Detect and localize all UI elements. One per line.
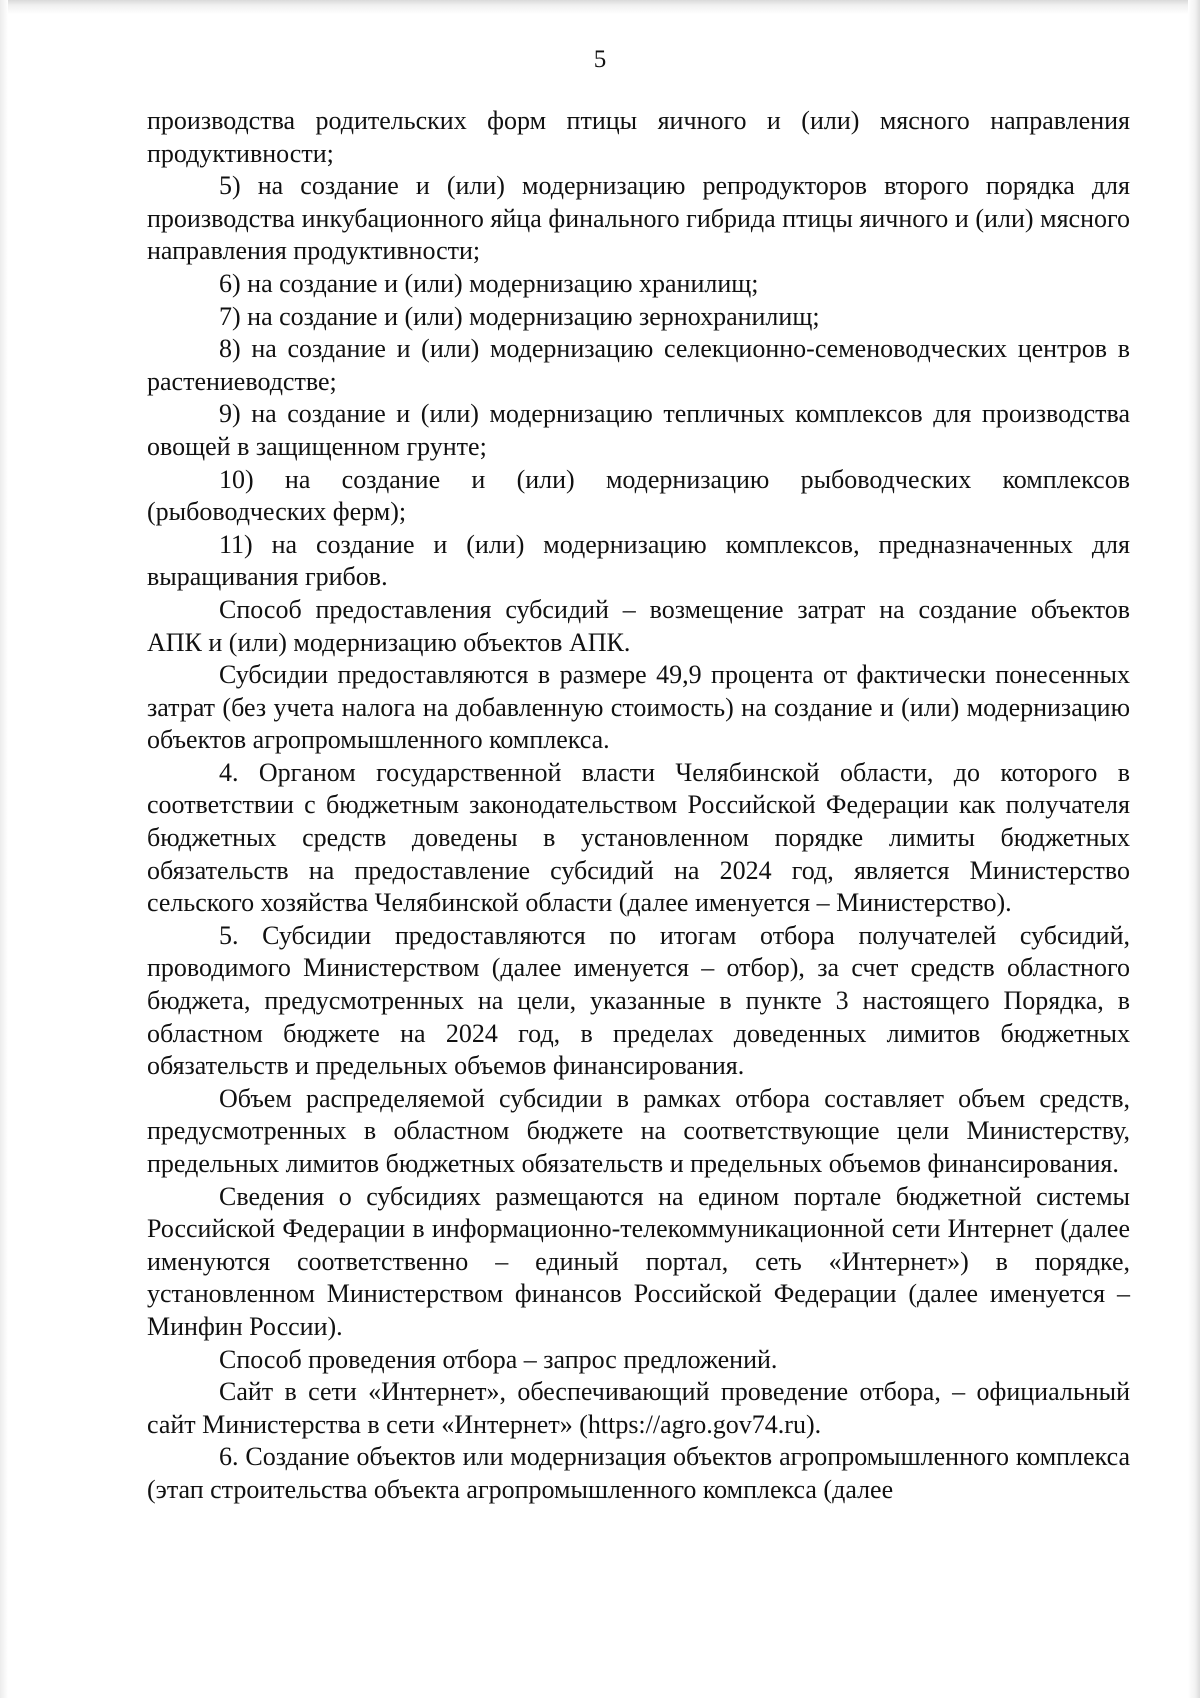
paragraph-subsidy-info: Сведения о субсидиях размещаются на едином портале бюджетной системы Российской Федерации в информационно-телекоммуникационной сети Интернет (далее именуются соответственно – единый портал, сеть «Интернет») в порядке, установленном Министерством финансов Российской Федерации (далее именуется – Минфин России).	[147, 1181, 1130, 1341]
paragraph-subsidy-method: Способ предоставления субсидий – возмещение затрат на создание объектов АПК и (или) модернизацию объектов АПК.	[147, 594, 1130, 657]
scan-edge-left	[0, 0, 8, 1698]
paragraph-item-7: 7) на создание и (или) модернизацию зернохранилищ;	[219, 301, 820, 331]
paragraph-item-10: 10) на создание и (или) модернизацию рыбоводческих комплексов (рыбоводческих ферм);	[147, 464, 1130, 527]
paragraph-item-11: 11) на создание и (или) модернизацию комплексов, предназначенных для выращивания грибов.	[147, 529, 1130, 592]
document-body	[147, 105, 1130, 1507]
paragraph-continuation: производства родительских форм птицы яичного и (или) мясного направления продуктивности;	[147, 106, 1130, 168]
paragraph-subsidy-volume: Объем распределяемой субсидии в рамках отбора составляет объем средств, предусмотренных в областном бюджете на соответствующие цели Министерству, предельных лимитов бюджетных обязательств и предельных объемов финансирования.	[147, 1083, 1130, 1178]
scan-edge-top	[0, 0, 1200, 14]
scan-edge-right	[1188, 0, 1200, 1698]
paragraph-item-8: 8) на создание и (или) модернизацию селекционно-семеноводческих центров в растениеводстве;	[147, 334, 1130, 396]
paragraph-selection-site: Сайт в сети «Интернет», обеспечивающий проведение отбора, – официальный сайт Министерства в сети «Интернет» (https://agro.gov74.ru).	[147, 1377, 1130, 1439]
page-number: 5	[593, 46, 607, 73]
paragraph-selection-method: Способ проведения отбора – запрос предложений.	[219, 1344, 778, 1374]
paragraph-section-5: 5. Субсидии предоставляются по итогам отбора получателей субсидий, проводимого Министерством (далее именуется – отбор), за счет средств областного бюджета, предусмотренных на цели, указанные в пункте 3 настоящего Порядка, в областном бюджете на 2024 год, в пределах доведенных лимитов бюджетных обязательств и предельных объемов финансирования.	[147, 920, 1130, 1081]
paragraph-item-6: 6) на создание и (или) модернизацию хранилищ;	[219, 268, 759, 298]
paragraph-section-4: 4. Органом государственной власти Челябинской области, до которого в соответствии с бюджетным законодательством Российской Федерации как получателя бюджетных средств доведены в установленном порядке лимиты бюджетных обязательств на предоставление субсидий на 2024 год, является Министерство сельского хозяйства Челябинской области (далее именуется – Министерство).	[147, 757, 1130, 918]
paragraph-section-6: 6. Создание объектов или модернизация объектов агропромышленного комплекса (этап строительства объекта агропромышленного комплекса (далее	[147, 1442, 1130, 1504]
paragraph-item-9: 9) на создание и (или) модернизацию тепличных комплексов для производства овощей в защищенном грунте;	[147, 399, 1130, 461]
paragraph-subsidy-size: Субсидии предоставляются в размере 49,9 процента от фактически понесенных затрат (без учета налога на добавленную стоимость) на создание и (или) модернизацию объектов агропромышленного комплекса.	[147, 660, 1130, 755]
paragraph-item-5: 5) на создание и (или) модернизацию репродукторов второго порядка для производства инкубационного яйца финального гибрида птицы яичного и (или) мясного направления продуктивности;	[147, 171, 1130, 266]
